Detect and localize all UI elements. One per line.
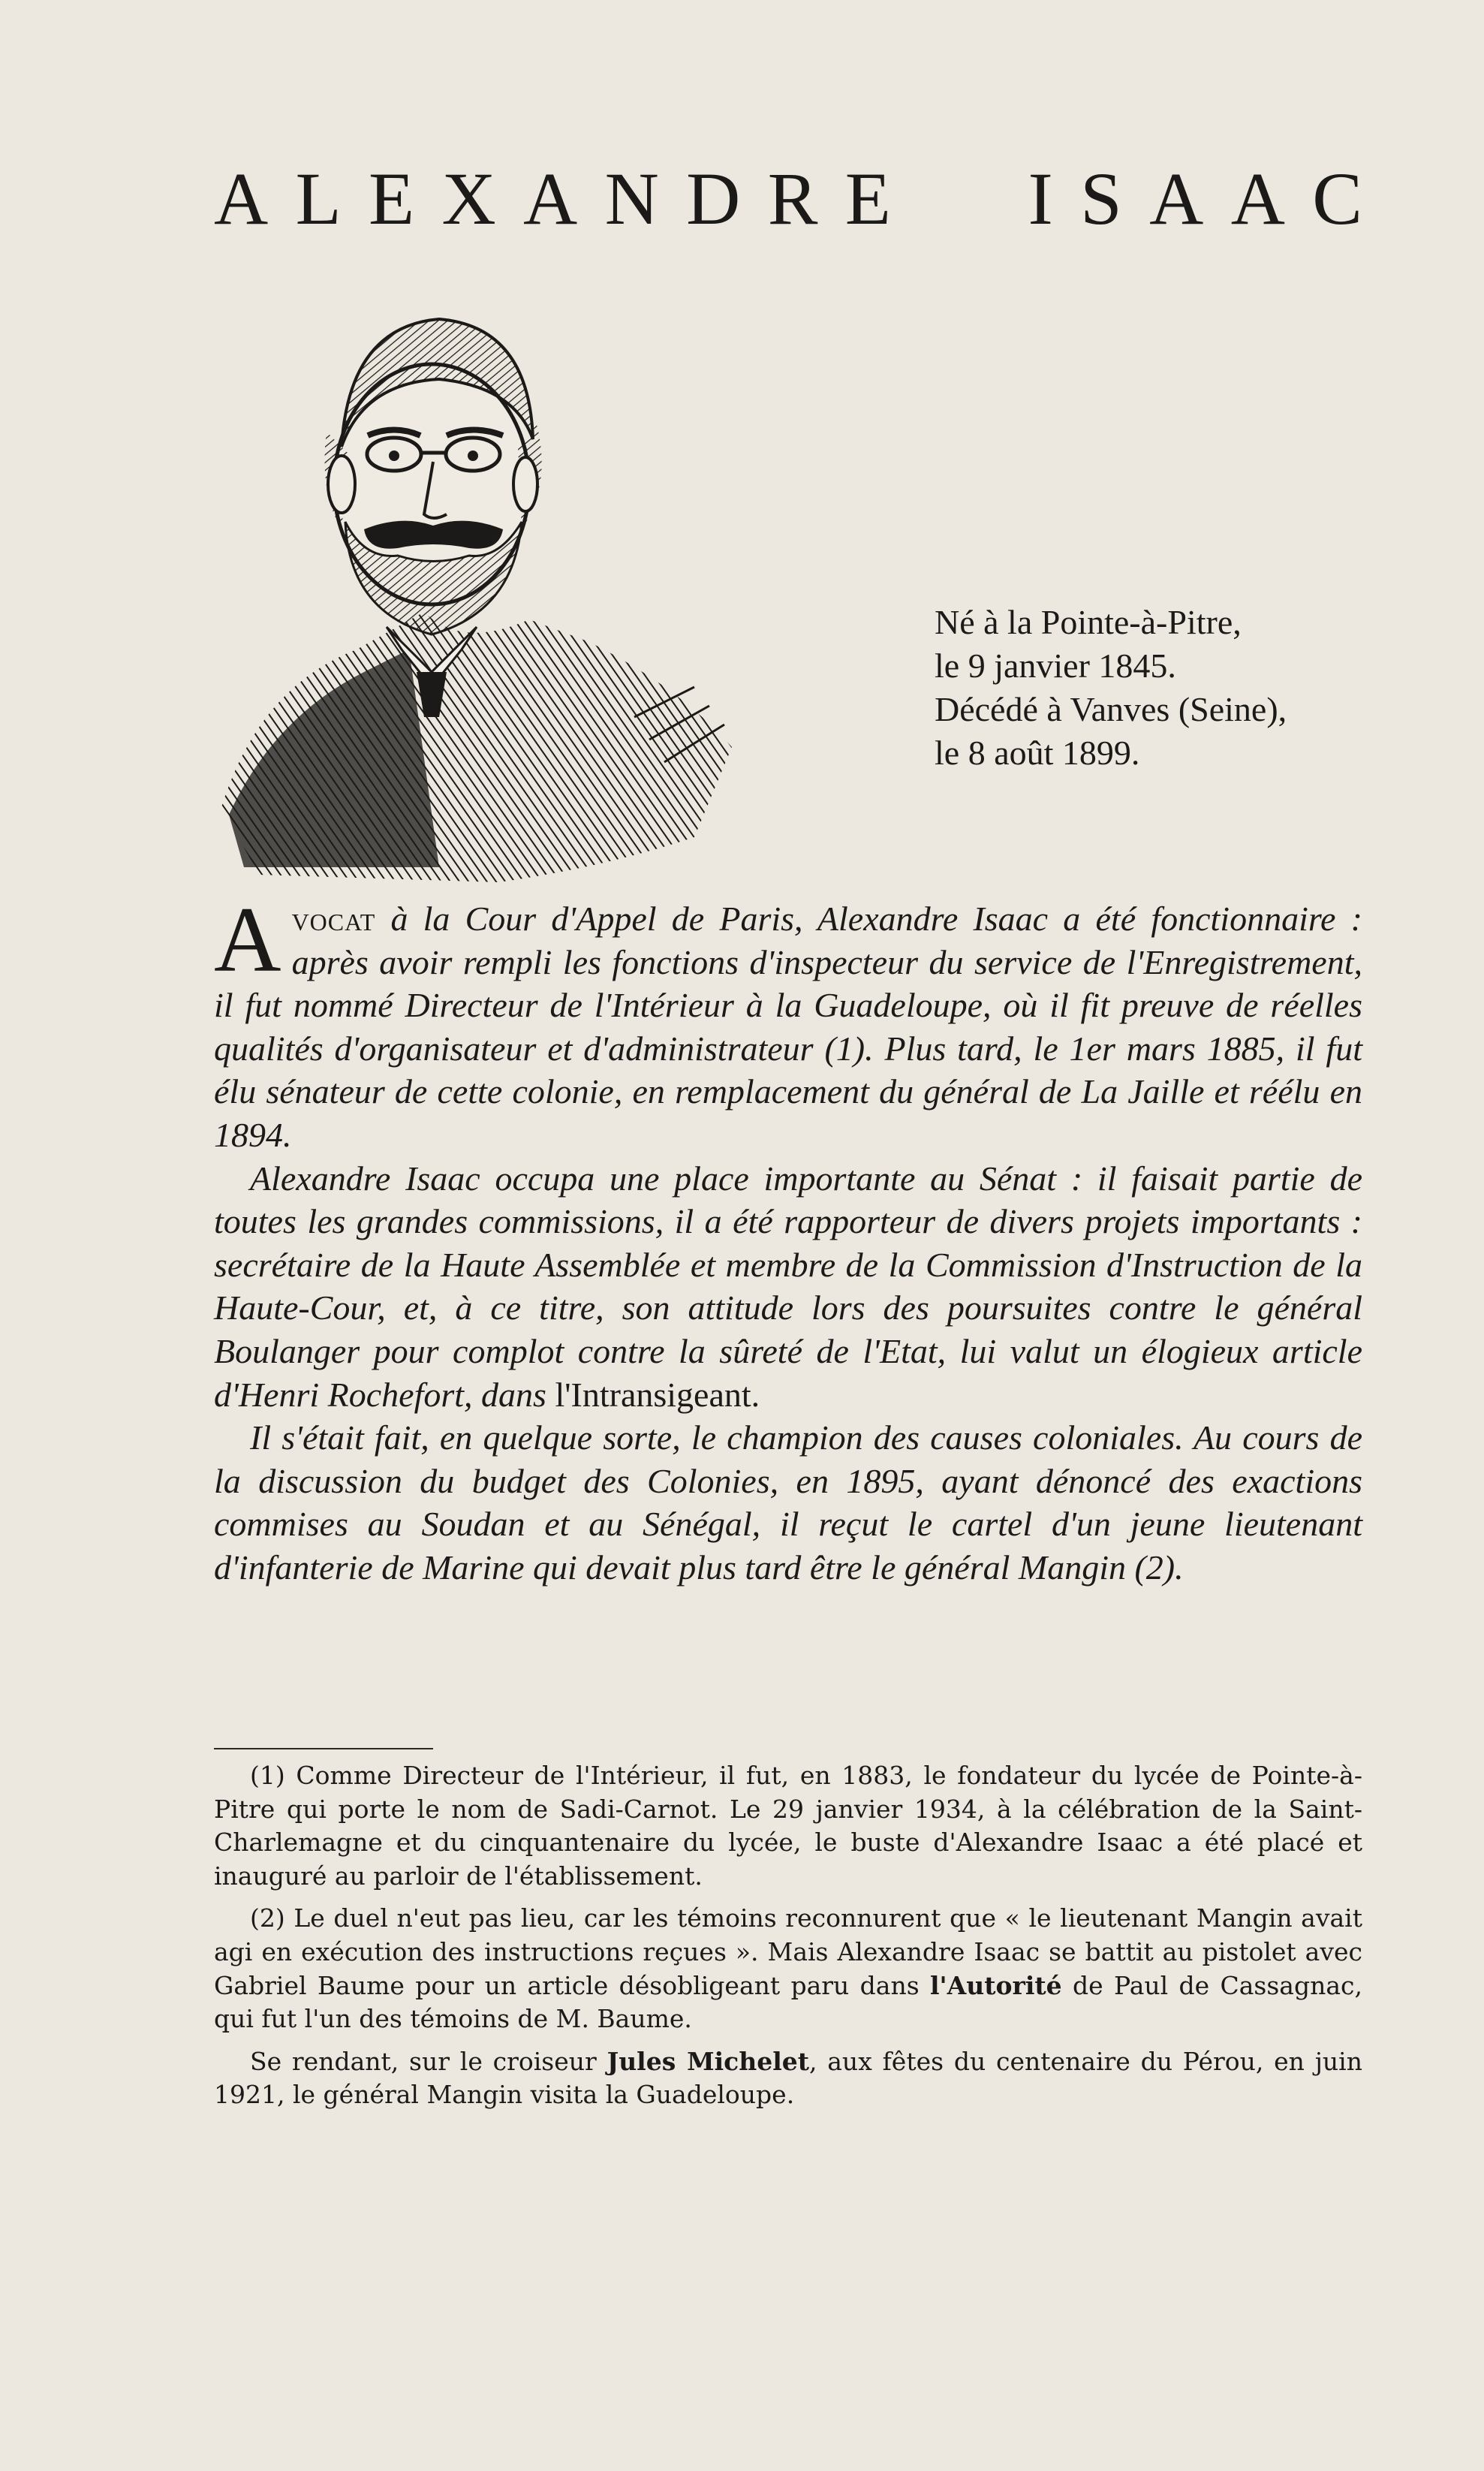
paragraph-3: Il s'était fait, en quelque sorte, le champion des causes coloniales. Au cours de la discussion du budget des Colonies, en 1895, ayant dénoncé des exactions commises au Soudan et au Sénégal, il reçut le cartel d'un jeune lieutenant d'infanterie de Marine qui devait plus tard être le général Mangin (2). <box>214 1418 1362 1587</box>
vitals-line: Décédé à Vanves (Seine), <box>935 690 1287 728</box>
title-letter: E <box>369 157 415 240</box>
drop-cap: A <box>214 888 281 991</box>
title-letter: A <box>1149 157 1204 240</box>
vitals-line: le 8 août 1899. <box>935 734 1140 772</box>
title-letter: X <box>441 157 496 240</box>
footnote-1: (1) Comme Directeur de l'Intérieur, il fut, en 1883, le fondateur du lycée de Pointe-à-Pitre qui porte le nom de Sadi-Carnot. Le 29 janvier 1934, à la célébration de la Saint-Charlemagne et du cinquantenaire du lycée, le buste d'Alexandre Isaac a été placé et inauguré au parloir de l'établissement. <box>214 1761 1362 1891</box>
footnote-3-text: , aux fêtes du centenaire du Pérou, en juin 1921, le général Mangin visita la Guadeloupe. <box>214 2046 1362 2110</box>
title-letter: C <box>1312 157 1362 240</box>
title-letter: L <box>295 157 342 240</box>
title-letter: A <box>1230 157 1285 240</box>
title-letter: A <box>523 157 578 240</box>
ship-name: Jules Michelet <box>607 2046 809 2076</box>
newspaper-title: l'Autorité <box>929 1970 1062 2000</box>
paragraph-1-text: à la Cour d'Appel de Paris, Alexandre Isaac a été fonctionnaire : après avoir rempli les fonctions d'inspecteur du service de l'Enregistrement, il fut nommé Directeur de l'Intérieur à la Guadeloupe, où il fit preuve de réelles qualités d'organisateur et d'administrateur (1). Plus tard, le 1er mars 1885, il fut élu sénateur de cette colonie, en remplacement du général de La Jaille et réélu en 1894. <box>214 900 1362 1154</box>
footnote-3-text: Se rendant, sur le croiseur <box>250 2046 607 2076</box>
footnote-2-text: de Paul de Cassagnac, qui fut l'un des témoins de M. Baume. <box>214 1970 1362 2034</box>
vitals-line: Né à la Pointe-à-Pitre, <box>935 603 1242 641</box>
paragraph-2 <box>214 1157 1362 1417</box>
title-letter: S <box>1080 157 1122 240</box>
title-word-gap <box>918 150 1001 248</box>
footnote-divider <box>214 1748 433 1749</box>
newspaper-title: l'Intransigeant. <box>555 1375 760 1414</box>
paragraph-1 <box>214 888 1362 1157</box>
footnote-3 <box>214 2045 1362 2112</box>
title-letter: I <box>1028 157 1053 240</box>
birth-death-dates <box>935 601 1362 775</box>
page <box>214 0 1362 2471</box>
portrait-engraving <box>214 297 762 882</box>
title-letter: R <box>767 157 818 240</box>
footnote-2-text: (2) Le duel n'eut pas lieu, car les témoins reconnurent que « le lieutenant Mangin avait agi en exécution des instructions reçues ». Mais Alexandre Isaac se battit au pistolet avec Gabriel Baume pour un article désobligeant paru dans <box>214 1903 1362 2000</box>
vitals-line: le 9 janvier 1845. <box>935 646 1176 685</box>
title-letter: A <box>214 157 269 240</box>
footnotes <box>214 1759 1362 2121</box>
page-title <box>214 150 1362 248</box>
title-letter: D <box>686 157 741 240</box>
title-letter: E <box>844 157 891 240</box>
biography-text <box>214 888 1362 1590</box>
footnote-2 <box>214 1902 1362 2036</box>
lead-word: vocat <box>291 900 376 938</box>
title-letter: N <box>604 157 659 240</box>
paragraph-2-text: Alexandre Isaac occupa une place importante au Sénat : il faisait partie de toutes les grandes commissions, il a été rapporteur de divers projets importants : secrétaire de la Haute Assemblée et membre de la Commission d'Instruction de la Haute-Cour, et, à ce titre, son attitude lors des poursuites contre le général Boulanger pour complot contre la sûreté de l'Etat, lui valut un élogieux article d'Henri Rochefort, dans <box>214 1159 1362 1414</box>
